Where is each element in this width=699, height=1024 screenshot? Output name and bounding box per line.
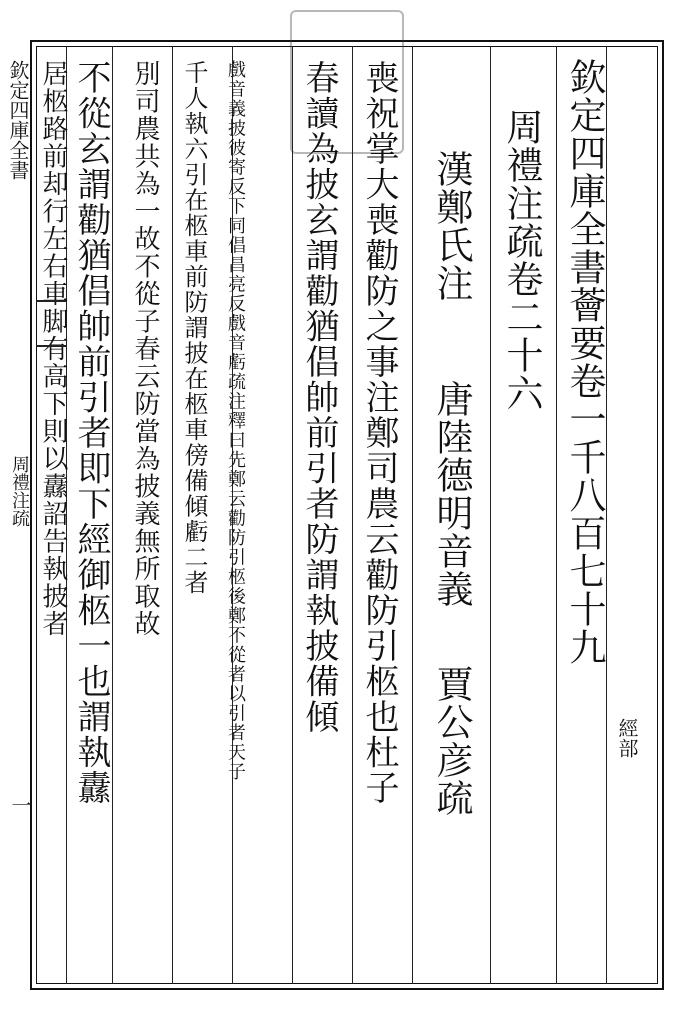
- commentator-han: 漢鄭氏注: [430, 150, 473, 302]
- text-column: 不從玄謂勸猶倡帥前引者即下經御柩一也謂執纛: [71, 60, 111, 806]
- text-column: 春讀為披玄謂勸猶倡帥前引者防謂執披備傾: [299, 60, 339, 735]
- book-name: 周禮注疏: [9, 455, 30, 527]
- column-rule: [112, 46, 113, 984]
- work-title: 周禮注疏卷二十六: [500, 108, 543, 412]
- column-rule: [490, 46, 491, 984]
- text-column: 喪祝掌大喪勸防之事注鄭司農云勸防引柩也杜子: [359, 60, 399, 806]
- column-rule: [556, 46, 557, 984]
- column-rule: [352, 46, 353, 984]
- commentator-tang: 唐陸德明音義: [430, 380, 473, 608]
- text-column: 千人執六引在柩車前防謂披在柩車傍備傾虧二者: [180, 60, 208, 596]
- commentator-jia: 賈公彦疏: [430, 665, 473, 817]
- fish-tail-mark: [36, 300, 66, 302]
- text-column-annotation: 戲音義披彼寄反下同倡昌亮反戲音虧疏注釋曰先鄭云勸防引柩後鄭不從者以引者天子: [225, 60, 246, 782]
- column-rule: [292, 46, 293, 984]
- series-title: 欽定四庫全書薈要卷一千八百七十九: [563, 58, 606, 666]
- column-rule: [412, 46, 413, 984]
- fish-tail-mark: [36, 345, 66, 347]
- spine-title: 欽定四庫全書: [6, 60, 30, 180]
- column-rule: [172, 46, 173, 984]
- column-rule: [606, 46, 607, 984]
- page-number: 一: [8, 795, 32, 815]
- text-column: 別司農共為一故不從子春云防當為披義無所取故: [130, 60, 160, 638]
- section-label: 經部: [615, 718, 639, 758]
- text-column: 居柩路前却行左右車脚有高下則以纛詔告執披者: [38, 60, 68, 638]
